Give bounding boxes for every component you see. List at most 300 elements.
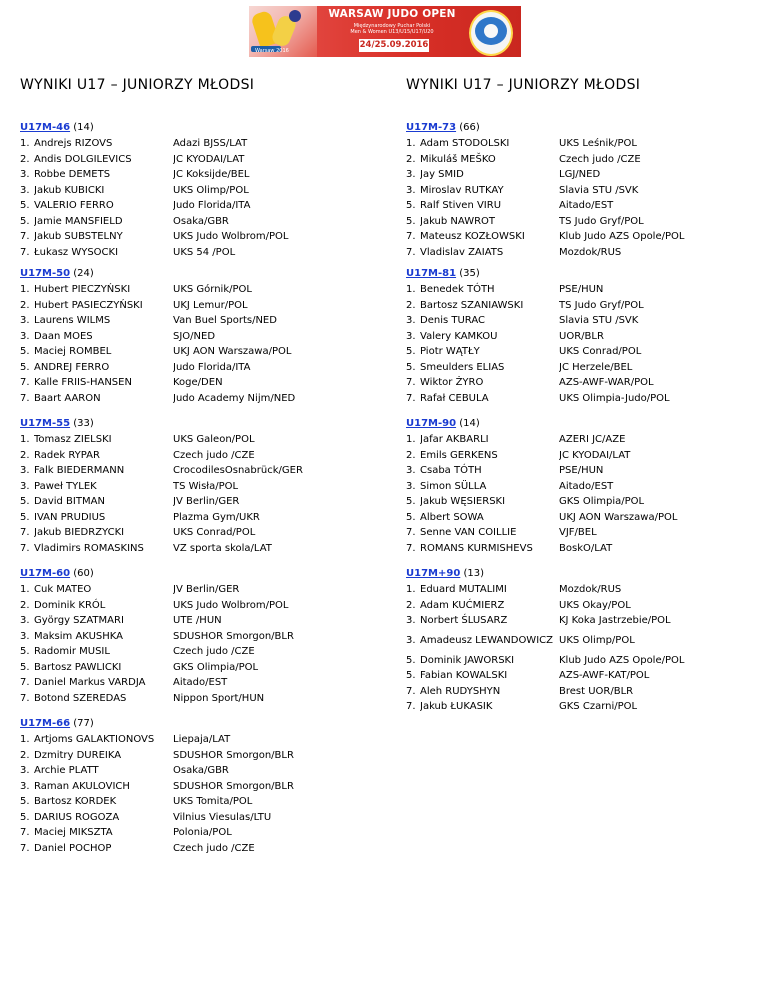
category-participant-count: (33) (73, 418, 94, 429)
club-name: UKS Olimp/POL (559, 635, 635, 646)
result-row (406, 582, 745, 598)
result-place: 3. (20, 480, 30, 492)
club-name: VZ sporta skola/LAT (173, 542, 272, 554)
category-link[interactable]: U17M-81 (406, 268, 457, 279)
result-place: 3. (20, 615, 30, 626)
club-name: UKS Olimp/POL (173, 184, 249, 196)
athlete-name: Emils GERKENS (420, 449, 498, 461)
result-place: 1. (20, 734, 30, 745)
weight-category-1 (20, 266, 359, 406)
athlete-name: Amadeusz LEWANDOWICZ (420, 635, 553, 646)
athlete-name: Rafał CEBULA (420, 392, 489, 404)
result-row (406, 699, 745, 715)
category-participant-count: (66) (459, 122, 480, 133)
weight-category-2 (20, 416, 359, 556)
athlete-name: Maciej ROMBEL (34, 346, 112, 357)
result-place: 3. (20, 765, 30, 776)
club-name: Nippon Sport/HUN (173, 692, 265, 704)
result-row (406, 313, 745, 329)
result-row (406, 298, 745, 314)
athlete-name: Jakub KUBICKI (34, 184, 105, 196)
athlete-name: Artjoms GALAKTIONOVS (34, 734, 155, 745)
club-name: UKJ AON Warszawa/POL (173, 346, 292, 357)
result-row (20, 183, 359, 199)
club-name: UKS Judo Wolbrom/POL (173, 231, 289, 242)
athlete-name: Senne VAN COILLIE (420, 527, 517, 538)
athlete-name: Mateusz KOZŁOWSKI (420, 231, 525, 242)
result-row (406, 229, 745, 245)
club-name: Polonia/POL (173, 827, 232, 838)
result-row (20, 214, 359, 230)
club-name: Czech judo /CZE (173, 449, 255, 461)
banner-title: WARSAW JUDO OPEN (328, 8, 456, 20)
athlete-name: VALERIO FERRO (34, 200, 114, 211)
weight-category-0 (406, 120, 745, 260)
result-place: 1. (406, 584, 416, 595)
result-row (20, 344, 359, 360)
athlete-name: Albert SOWA (420, 511, 484, 523)
judo-emblem-icon (469, 10, 513, 56)
result-row (406, 375, 745, 391)
athlete-name: Hubert PIECZYŃSKI (34, 284, 131, 295)
athlete-name: Andis DOLGILEVICS (34, 153, 132, 165)
athlete-name: Denis TURAC (420, 315, 485, 326)
athlete-name: Fabian KOWALSKI (420, 670, 508, 681)
athlete-name: Norbert ŚLUSARZ (420, 615, 508, 626)
athlete-name: Adam KUĆMIERZ (420, 599, 505, 611)
athlete-name: Jakub ŁUKASIK (420, 701, 493, 712)
result-place: 3. (406, 169, 416, 180)
weight-category-4 (20, 716, 359, 856)
result-place: 5. (20, 811, 30, 823)
athlete-name: Csaba TÓTH (420, 465, 482, 476)
athlete-name: Aleh RUDYSHYN (420, 685, 501, 697)
result-place: 7. (406, 377, 416, 388)
athlete-name: IVAN PRUDIUS (34, 511, 106, 523)
club-name: SDUSHOR Smorgon/BLR (173, 780, 294, 792)
result-row (20, 732, 359, 748)
result-place: 3. (20, 465, 30, 476)
result-place: 5. (406, 654, 416, 666)
athlete-name: Jakub SUBSTELNY (34, 231, 123, 242)
club-name: GKS Olimpia/POL (173, 661, 259, 673)
result-place: 5. (406, 361, 416, 373)
club-name: Osaka/GBR (173, 215, 229, 227)
result-row (20, 391, 359, 407)
athlete-name: Radek RYPAR (34, 449, 100, 461)
athlete-name: ROMANS KURMISHEVS (420, 542, 533, 554)
athlete-name: Mikuláš MEŠKO (420, 153, 496, 165)
athlete-name: Laurens WILMS (34, 315, 111, 326)
result-row (20, 613, 359, 629)
athlete-name: Maksim AKUSHKA (34, 630, 123, 642)
result-place: 5. (20, 661, 30, 673)
athlete-name: Maciej MIKSZTA (34, 827, 113, 838)
category-header (20, 716, 359, 732)
result-place: 3. (406, 465, 416, 476)
athlete-name: Hubert PASIECZYŃSKI (34, 299, 143, 311)
result-place: 7. (20, 692, 30, 704)
result-row (20, 298, 359, 314)
athlete-name: Dominik JAWORSKI (420, 654, 515, 666)
club-name: JC Koksijde/BEL (173, 169, 250, 180)
club-name: CrocodilesOsnabrück/GER (173, 465, 303, 476)
result-row (20, 810, 359, 826)
result-place: 7. (20, 827, 30, 838)
result-row (20, 360, 359, 376)
athlete-name: Jakub BIEDRZYCKI (34, 527, 125, 538)
result-row (20, 841, 359, 857)
club-name: Liepaja/LAT (173, 734, 231, 745)
result-row (406, 479, 745, 495)
result-place: 1. (406, 138, 416, 149)
category-link[interactable]: U17M-46 (20, 122, 71, 133)
result-place: 2. (20, 153, 30, 165)
athlete-name: Vladimirs ROMASKINS (34, 542, 144, 554)
result-place: 3. (406, 480, 416, 492)
result-place: 2. (20, 749, 30, 761)
result-place: 2. (20, 449, 30, 461)
result-place: 3. (406, 330, 416, 342)
result-row (406, 245, 745, 261)
result-row (406, 510, 745, 526)
club-name: Slavia STU /SVK (559, 184, 639, 196)
result-place: 5. (406, 511, 416, 523)
club-name: VJF/BEL (559, 527, 597, 538)
athlete-name: Radomir MUSIL (34, 646, 110, 657)
athlete-name: Dzmitry DUREIKA (34, 749, 122, 761)
athlete-name: Botond SZEREDAS (34, 692, 127, 704)
result-row (406, 214, 745, 230)
category-header (406, 566, 745, 582)
result-place: 3. (20, 169, 30, 180)
club-name: GKS Olimpia/POL (559, 496, 645, 507)
club-name: TS Judo Gryf/POL (559, 299, 644, 311)
result-row (406, 684, 745, 700)
result-row (20, 167, 359, 183)
club-name: PSE/HUN (559, 465, 604, 476)
athlete-name: Robbe DEMETS (34, 169, 111, 180)
result-row (406, 653, 745, 669)
category-participant-count: (13) (463, 568, 485, 579)
club-name: TS Wisła/POL (173, 480, 239, 492)
result-row (20, 282, 359, 298)
result-place: 5. (20, 511, 30, 523)
result-place: 5. (20, 346, 30, 357)
club-name: AZERI JC/AZE (559, 434, 626, 445)
club-name: UKS Okay/POL (559, 599, 631, 611)
result-place: 1. (406, 434, 416, 445)
result-place: 1. (20, 138, 30, 149)
category-link[interactable]: U17M-66 (20, 718, 71, 729)
club-name: JC KYODAI/LAT (559, 449, 631, 461)
result-row (20, 229, 359, 245)
result-row (406, 183, 745, 199)
result-row (20, 541, 359, 557)
result-row (20, 136, 359, 152)
club-name: BoskO/LAT (559, 542, 613, 554)
athlete-name: Jafar AKBARLI (420, 434, 489, 445)
athlete-name: Cuk MATEO (34, 584, 92, 595)
athlete-name: ANDREJ FERRO (34, 361, 110, 373)
result-place: 2. (406, 449, 416, 461)
result-place: 3. (20, 630, 30, 642)
result-place: 3. (20, 780, 30, 792)
banner-subtitle-line-1: Międzynarodowy Puchar Polski (353, 23, 431, 29)
athlete-name: Dominik KRÓL (34, 599, 106, 611)
result-row (406, 329, 745, 345)
athlete-name: Falk BIEDERMANN (34, 465, 125, 476)
club-name: JC Herzele/BEL (559, 361, 633, 373)
club-name: UKJ Lemur/POL (173, 299, 248, 311)
result-place: 5. (406, 346, 416, 357)
weight-category-0 (20, 120, 359, 260)
club-name: PSE/HUN (559, 284, 604, 295)
athlete-name: Wiktor ŻYRO (420, 377, 484, 388)
result-place: 7. (20, 677, 30, 688)
category-participant-count: (14) (73, 122, 94, 133)
right-heading: WYNIKI U17 – JUNIORZY MŁODSI (406, 77, 641, 93)
club-name: GKS Czarni/POL (559, 701, 638, 712)
athlete-name: György SZATMARI (34, 615, 124, 626)
result-place: 5. (20, 796, 30, 807)
category-header (20, 266, 359, 282)
category-header (20, 416, 359, 432)
result-place: 3. (20, 184, 30, 196)
result-place: 3. (406, 635, 416, 646)
result-row (20, 525, 359, 541)
athlete-name: Valery KAMKOU (420, 330, 498, 342)
result-row (20, 245, 359, 261)
result-place: 3. (20, 330, 30, 342)
club-name: UKS Olimpia-Judo/POL (559, 392, 670, 404)
result-place: 5. (20, 361, 30, 373)
athlete-name: Bartosz SZANIAWSKI (420, 299, 524, 311)
club-name: Slavia STU /SVK (559, 315, 639, 326)
result-row (406, 136, 745, 152)
weight-category-1 (406, 266, 745, 406)
category-header (20, 566, 359, 582)
category-link[interactable]: U17M-50 (20, 268, 71, 279)
athlete-name: Miroslav RUTKAY (420, 184, 504, 196)
warsaw-logo: Warsaw 2016 (255, 48, 289, 54)
result-row (406, 432, 745, 448)
result-row (20, 375, 359, 391)
result-row (20, 629, 359, 645)
category-participant-count: (77) (73, 718, 94, 729)
club-name: Judo Florida/ITA (173, 200, 251, 211)
athlete-name: Jay SMID (420, 169, 464, 180)
result-row (20, 794, 359, 810)
result-place: 7. (406, 701, 416, 712)
result-place: 7. (406, 246, 416, 258)
result-row (20, 432, 359, 448)
club-name: Judo Florida/ITA (173, 361, 251, 373)
left-heading: WYNIKI U17 – JUNIORZY MŁODSI (20, 77, 255, 93)
athlete-name: DARIUS ROGOZA (34, 811, 120, 823)
athlete-name: Archie PLATT (34, 765, 99, 776)
result-place: 5. (406, 215, 416, 227)
category-participant-count: (24) (73, 268, 94, 279)
result-row (406, 541, 745, 557)
result-place: 5. (20, 215, 30, 227)
result-row (406, 598, 745, 614)
club-name: JV Berlin/GER (173, 496, 240, 507)
result-row (20, 329, 359, 345)
result-place: 2. (406, 153, 416, 165)
result-row (406, 198, 745, 214)
result-place: 7. (20, 542, 30, 554)
club-name: JV Berlin/GER (173, 584, 240, 595)
result-row (20, 510, 359, 526)
result-place: 3. (406, 615, 416, 626)
club-name: AZS-AWF-KAT/POL (559, 670, 650, 681)
result-place: 1. (20, 434, 30, 445)
result-row (406, 613, 745, 629)
result-place: 7. (406, 231, 416, 242)
result-row (406, 463, 745, 479)
weight-category-3 (406, 566, 745, 715)
athlete-name: Daan MOES (34, 330, 93, 342)
club-name: JC KYODAI/LAT (173, 153, 245, 165)
club-name: UKS Conrad/POL (173, 527, 256, 538)
result-place: 2. (406, 599, 416, 611)
result-row (406, 167, 745, 183)
result-place: 5. (406, 200, 416, 211)
club-name: Czech judo /CZE (173, 842, 255, 854)
result-row (20, 313, 359, 329)
result-row (20, 448, 359, 464)
result-row (20, 494, 359, 510)
club-name: UOR/BLR (559, 330, 604, 342)
club-name: KJ Koka Jastrzebie/POL (559, 615, 671, 626)
club-name: UKS Conrad/POL (559, 346, 642, 357)
club-name: Van Buel Sports/NED (173, 315, 277, 326)
result-place: 7. (20, 527, 30, 538)
club-name: Mozdok/RUS (559, 246, 622, 258)
result-place: 3. (406, 315, 416, 326)
result-row (406, 391, 745, 407)
category-header (20, 120, 359, 136)
club-name: UKS Leśnik/POL (559, 138, 637, 149)
result-place: 5. (20, 496, 30, 507)
category-link[interactable]: U17M-90 (406, 418, 457, 429)
banner-subtitle-line-2: Men & Women U13/U15/U17/U20 (350, 29, 434, 35)
event-banner (249, 6, 521, 57)
category-header (406, 416, 745, 432)
result-row (20, 198, 359, 214)
result-place: 1. (20, 584, 30, 595)
club-name: SDUSHOR Smorgon/BLR (173, 630, 294, 642)
club-name: UKS 54 /POL (173, 246, 236, 258)
athlete-name: Łukasz WYSOCKI (34, 246, 119, 258)
result-row (20, 152, 359, 168)
club-name: Vilnius Viesulas/LTU (173, 811, 272, 823)
athlete-name: Daniel POCHOP (34, 842, 112, 854)
result-row (406, 448, 745, 464)
athlete-name: Smeulders ELIAS (420, 361, 505, 373)
category-link[interactable]: U17M+90 (406, 568, 461, 579)
athlete-name: Bartosz KORDEK (34, 796, 117, 807)
club-name: Czech judo /CZE (173, 646, 255, 657)
athlete-name: Jamie MANSFIELD (34, 215, 123, 227)
result-place: 7. (20, 246, 30, 258)
club-name: UKS Judo Wolbrom/POL (173, 599, 289, 611)
club-name: Koge/DEN (173, 377, 223, 388)
result-place: 1. (20, 284, 30, 295)
result-place: 7. (20, 842, 30, 854)
banner-subtitle (317, 23, 467, 35)
result-place: 2. (20, 599, 30, 611)
club-name: UTE /HUN (173, 615, 222, 626)
athlete-name: Tomasz ZIELSKI (34, 434, 112, 445)
result-place: 7. (406, 527, 416, 538)
athlete-name: Eduard MUTALIMI (420, 584, 507, 595)
result-place: 5. (406, 496, 416, 507)
result-place: 7. (406, 685, 416, 697)
athlete-name: Andrejs RIZOVS (34, 138, 113, 149)
category-header (406, 266, 745, 282)
result-row (20, 779, 359, 795)
result-row (20, 748, 359, 764)
result-place: 5. (406, 670, 416, 681)
weight-category-2 (406, 416, 745, 556)
result-place: 7. (20, 231, 30, 242)
result-row (20, 675, 359, 691)
result-row (406, 360, 745, 376)
weight-category-3 (20, 566, 359, 706)
athlete-name: Kalle FRIIS-HANSEN (34, 377, 132, 388)
club-name: Adazi BJSS/LAT (173, 138, 248, 149)
club-name: Plazma Gym/UKR (173, 511, 260, 523)
result-place: 2. (20, 299, 30, 311)
result-row (406, 152, 745, 168)
club-name: Aitado/EST (559, 480, 614, 492)
club-name: Czech judo /CZE (559, 153, 641, 165)
athlete-name: Daniel Markus VARDJA (34, 677, 146, 688)
athlete-name: Raman AKULOVICH (34, 780, 130, 792)
category-link[interactable]: U17M-73 (406, 122, 457, 133)
result-place: 1. (406, 284, 416, 295)
result-place: 7. (406, 542, 416, 554)
athlete-name: Baart AARON (34, 392, 101, 404)
result-row (20, 598, 359, 614)
athlete-name: Simon SÜLLA (420, 480, 487, 492)
club-name: SDUSHOR Smorgon/BLR (173, 749, 294, 761)
result-row (20, 660, 359, 676)
category-participant-count: (14) (459, 418, 480, 429)
result-row (406, 668, 745, 684)
category-link[interactable]: U17M-55 (20, 418, 71, 429)
athlete-name: Ralf Stiven VIRU (420, 200, 502, 211)
result-row (20, 644, 359, 660)
category-link[interactable]: U17M-60 (20, 568, 71, 579)
club-name: UKS Galeon/POL (173, 434, 255, 445)
athlete-name: Paweł TYLEK (34, 480, 97, 492)
club-name: Klub Judo AZS Opole/POL (559, 654, 685, 666)
club-name: UKS Górnik/POL (173, 284, 252, 295)
athlete-name: Adam STODOLSKI (420, 138, 510, 149)
category-header (406, 120, 745, 136)
result-row (406, 525, 745, 541)
club-name: Aitado/EST (559, 200, 614, 211)
club-name: LGJ/NED (559, 169, 601, 180)
result-row (20, 763, 359, 779)
result-row (20, 825, 359, 841)
banner-date: 24/25.09.2016 (359, 40, 429, 50)
athlete-name: Jakub WĘSIERSKI (420, 496, 506, 507)
club-name: SJO/NED (173, 330, 216, 342)
